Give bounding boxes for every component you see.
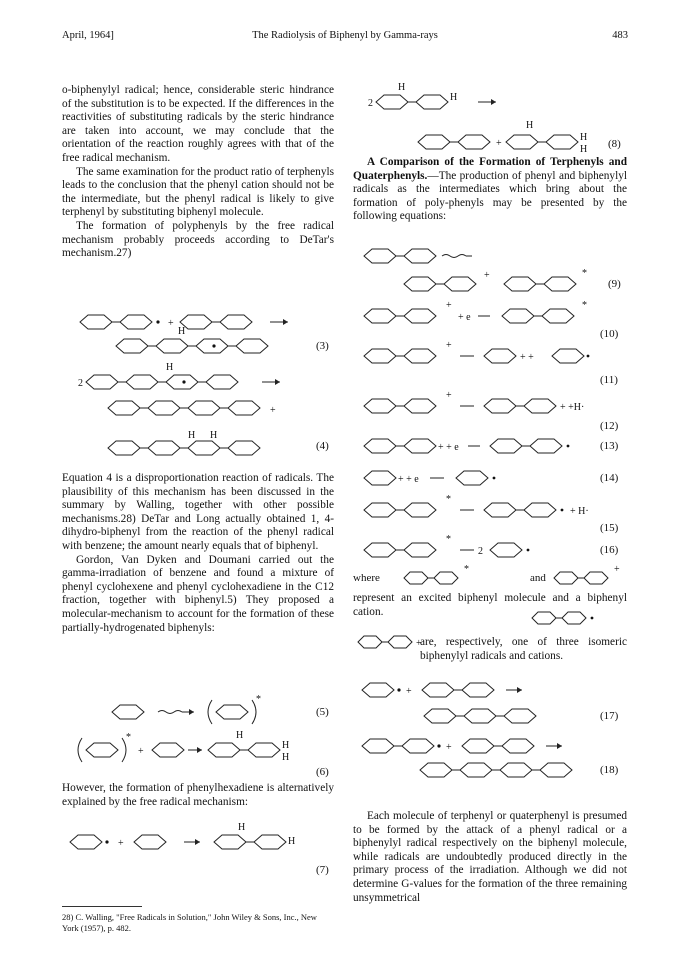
svg-text:2: 2 xyxy=(368,98,373,109)
equation-number: (9) xyxy=(608,278,621,290)
equation-number: (4) xyxy=(316,440,329,452)
equation-number: (5) xyxy=(316,706,329,718)
svg-text:2: 2 xyxy=(78,378,83,389)
svg-text:+ + e: + + e xyxy=(398,474,419,485)
svg-text:H: H xyxy=(580,132,588,143)
svg-text:H: H xyxy=(282,752,290,763)
paragraph: The same examination for the product ratio of terphenyls leads to the conclusion that the phenyl cation should not be the intermediate, but the phenyl radical is likely to give terphenyl by substituting biphenyl molecule. xyxy=(62,165,334,219)
svg-text:+: + xyxy=(496,138,502,149)
svg-text:H: H xyxy=(398,82,406,93)
svg-text:2: 2 xyxy=(478,546,483,557)
equation-number: (11) xyxy=(600,374,618,386)
paragraph: are, respectively, one of three isomeric biphenylyl radicals and cations. xyxy=(420,636,627,662)
svg-text:H: H xyxy=(580,144,588,155)
svg-text:*: * xyxy=(582,268,587,279)
svg-text:H: H xyxy=(526,120,534,131)
svg-text:*: * xyxy=(446,534,451,545)
equation-number: (7) xyxy=(316,864,329,876)
equation-number: (14) xyxy=(600,472,619,484)
svg-text:H: H xyxy=(178,326,186,337)
svg-text:H: H xyxy=(210,430,218,441)
equations-9-to-16 xyxy=(364,249,589,557)
footnote: 28) C. Walling, "Free Radicals in Solution," John Wiley & Sons, Inc., New York (1957), p. 482. xyxy=(62,912,317,933)
svg-text:H: H xyxy=(288,836,296,847)
svg-text:+ +H·: + +H· xyxy=(560,402,585,413)
svg-text:H: H xyxy=(282,740,290,751)
paragraph: Each molecule of terphenyl or quaterphenyl is presumed to be formed by the attack of a phenyl radical or a biphenylyl radical respectively on the biphenyl molecule, while radicals are undoubtedly produced directly in the primary process of the irradiation. Although we did not determine G-values for the formation of the three remaining unsymmetrical xyxy=(353,810,627,904)
where-label: where xyxy=(353,572,380,584)
svg-text:+: + xyxy=(484,270,490,281)
section-heading: A Comparison of the Formation of Terphenyls and Quaterphenyls. xyxy=(353,156,627,182)
header-title: The Radiolysis of Biphenyl by Gamma-rays xyxy=(252,30,438,41)
svg-text:+: + xyxy=(168,318,174,329)
svg-text:+: + xyxy=(138,746,144,757)
svg-text:+: + xyxy=(270,405,276,416)
svg-text:*: * xyxy=(582,300,587,311)
and-label: and xyxy=(530,572,546,584)
right-column-bottom xyxy=(353,810,627,905)
svg-text:+: + xyxy=(118,838,124,849)
equation-number: (8) xyxy=(608,138,621,150)
equation-number: (15) xyxy=(600,522,619,534)
svg-text:+: + xyxy=(416,638,422,649)
svg-text:*: * xyxy=(126,732,131,743)
equation-number: (13) xyxy=(600,440,619,452)
right-column-text-2 xyxy=(420,636,627,663)
paragraph: However, the formation of phenylhexadiene is alternatively explained by the free radical mechanism: xyxy=(62,782,334,808)
equation-number: (3) xyxy=(316,340,329,352)
svg-text:+: + xyxy=(446,340,452,351)
svg-text:+ e: + e xyxy=(458,312,471,323)
equation-number: (17) xyxy=(600,710,619,722)
svg-text:*: * xyxy=(446,494,451,505)
equation-number: (16) xyxy=(600,544,619,556)
header-date: April, 1964] xyxy=(62,30,114,41)
paragraph: The formation of polyphenyls by the free radical mechanism probably proceeds according to DeTar's mechanism.27) xyxy=(62,219,334,260)
equation-number: (12) xyxy=(600,420,619,432)
svg-text:+: + xyxy=(446,742,452,753)
paragraph: Gordon, Van Dyken and Doumani carried out the gamma-irradiation of benzene and found a mixture of phenyl cyclohexene and phenyl cyclohexadiene in the C12 fraction, together with biphenyl.5) They proposed a molecular-mechanism to account for the formation of these partially-hydrogenated biphenyls: xyxy=(62,553,334,634)
right-column-section xyxy=(353,156,627,224)
svg-text:*: * xyxy=(464,564,469,575)
svg-text:+ + e: + + e xyxy=(438,442,459,453)
svg-text:+: + xyxy=(406,686,412,697)
equation-number: (10) xyxy=(600,328,619,340)
svg-text:+: + xyxy=(614,564,620,575)
svg-text:+: + xyxy=(446,390,452,401)
equation-number: (6) xyxy=(316,766,329,778)
equation-8 xyxy=(368,82,587,155)
svg-text:H: H xyxy=(238,822,246,833)
svg-text:H: H xyxy=(166,362,174,373)
paragraph: represent an excited biphenyl molecule and a biphenyl cation. xyxy=(353,592,627,618)
svg-text:H: H xyxy=(236,730,244,741)
equation-17-18 xyxy=(362,683,572,777)
svg-text:+: + xyxy=(446,300,452,311)
svg-text:H: H xyxy=(188,430,196,441)
paragraph: Equation 4 is a disproportionation reaction of radicals. The plausibility of this mechanism has been discussed in the summary by Walling, together with other possible mechanisms.28) DeTar and Long actually obtained 1, 4-dihydro-biphenyl from the reaction of the phenyl radical with benzene; the amount nearly equals that of biphenyl. xyxy=(62,472,334,552)
page-number: 483 xyxy=(612,30,628,41)
svg-text:+ H·: + H· xyxy=(570,506,589,517)
svg-text:*: * xyxy=(256,694,261,705)
paragraph: —The production of phenyl and biphenylyl radicals as the intermediates which bring about the formation of poly-phenyls may be presented by the following equations: xyxy=(353,169,627,223)
svg-text:+ +: + + xyxy=(520,352,534,363)
paragraph: o-biphenylyl radical; hence, considerable steric hindrance of the substitution is to be expected. If the differences in the reactivities of substituting radicals by the steric hindrance are taken into account, we may conclude that the orientation of the reaction roughly agrees with that of the free radical mechanism. xyxy=(62,84,334,164)
right-column-text xyxy=(353,592,627,619)
svg-text:H: H xyxy=(450,92,458,103)
equation-number: (18) xyxy=(600,764,619,776)
